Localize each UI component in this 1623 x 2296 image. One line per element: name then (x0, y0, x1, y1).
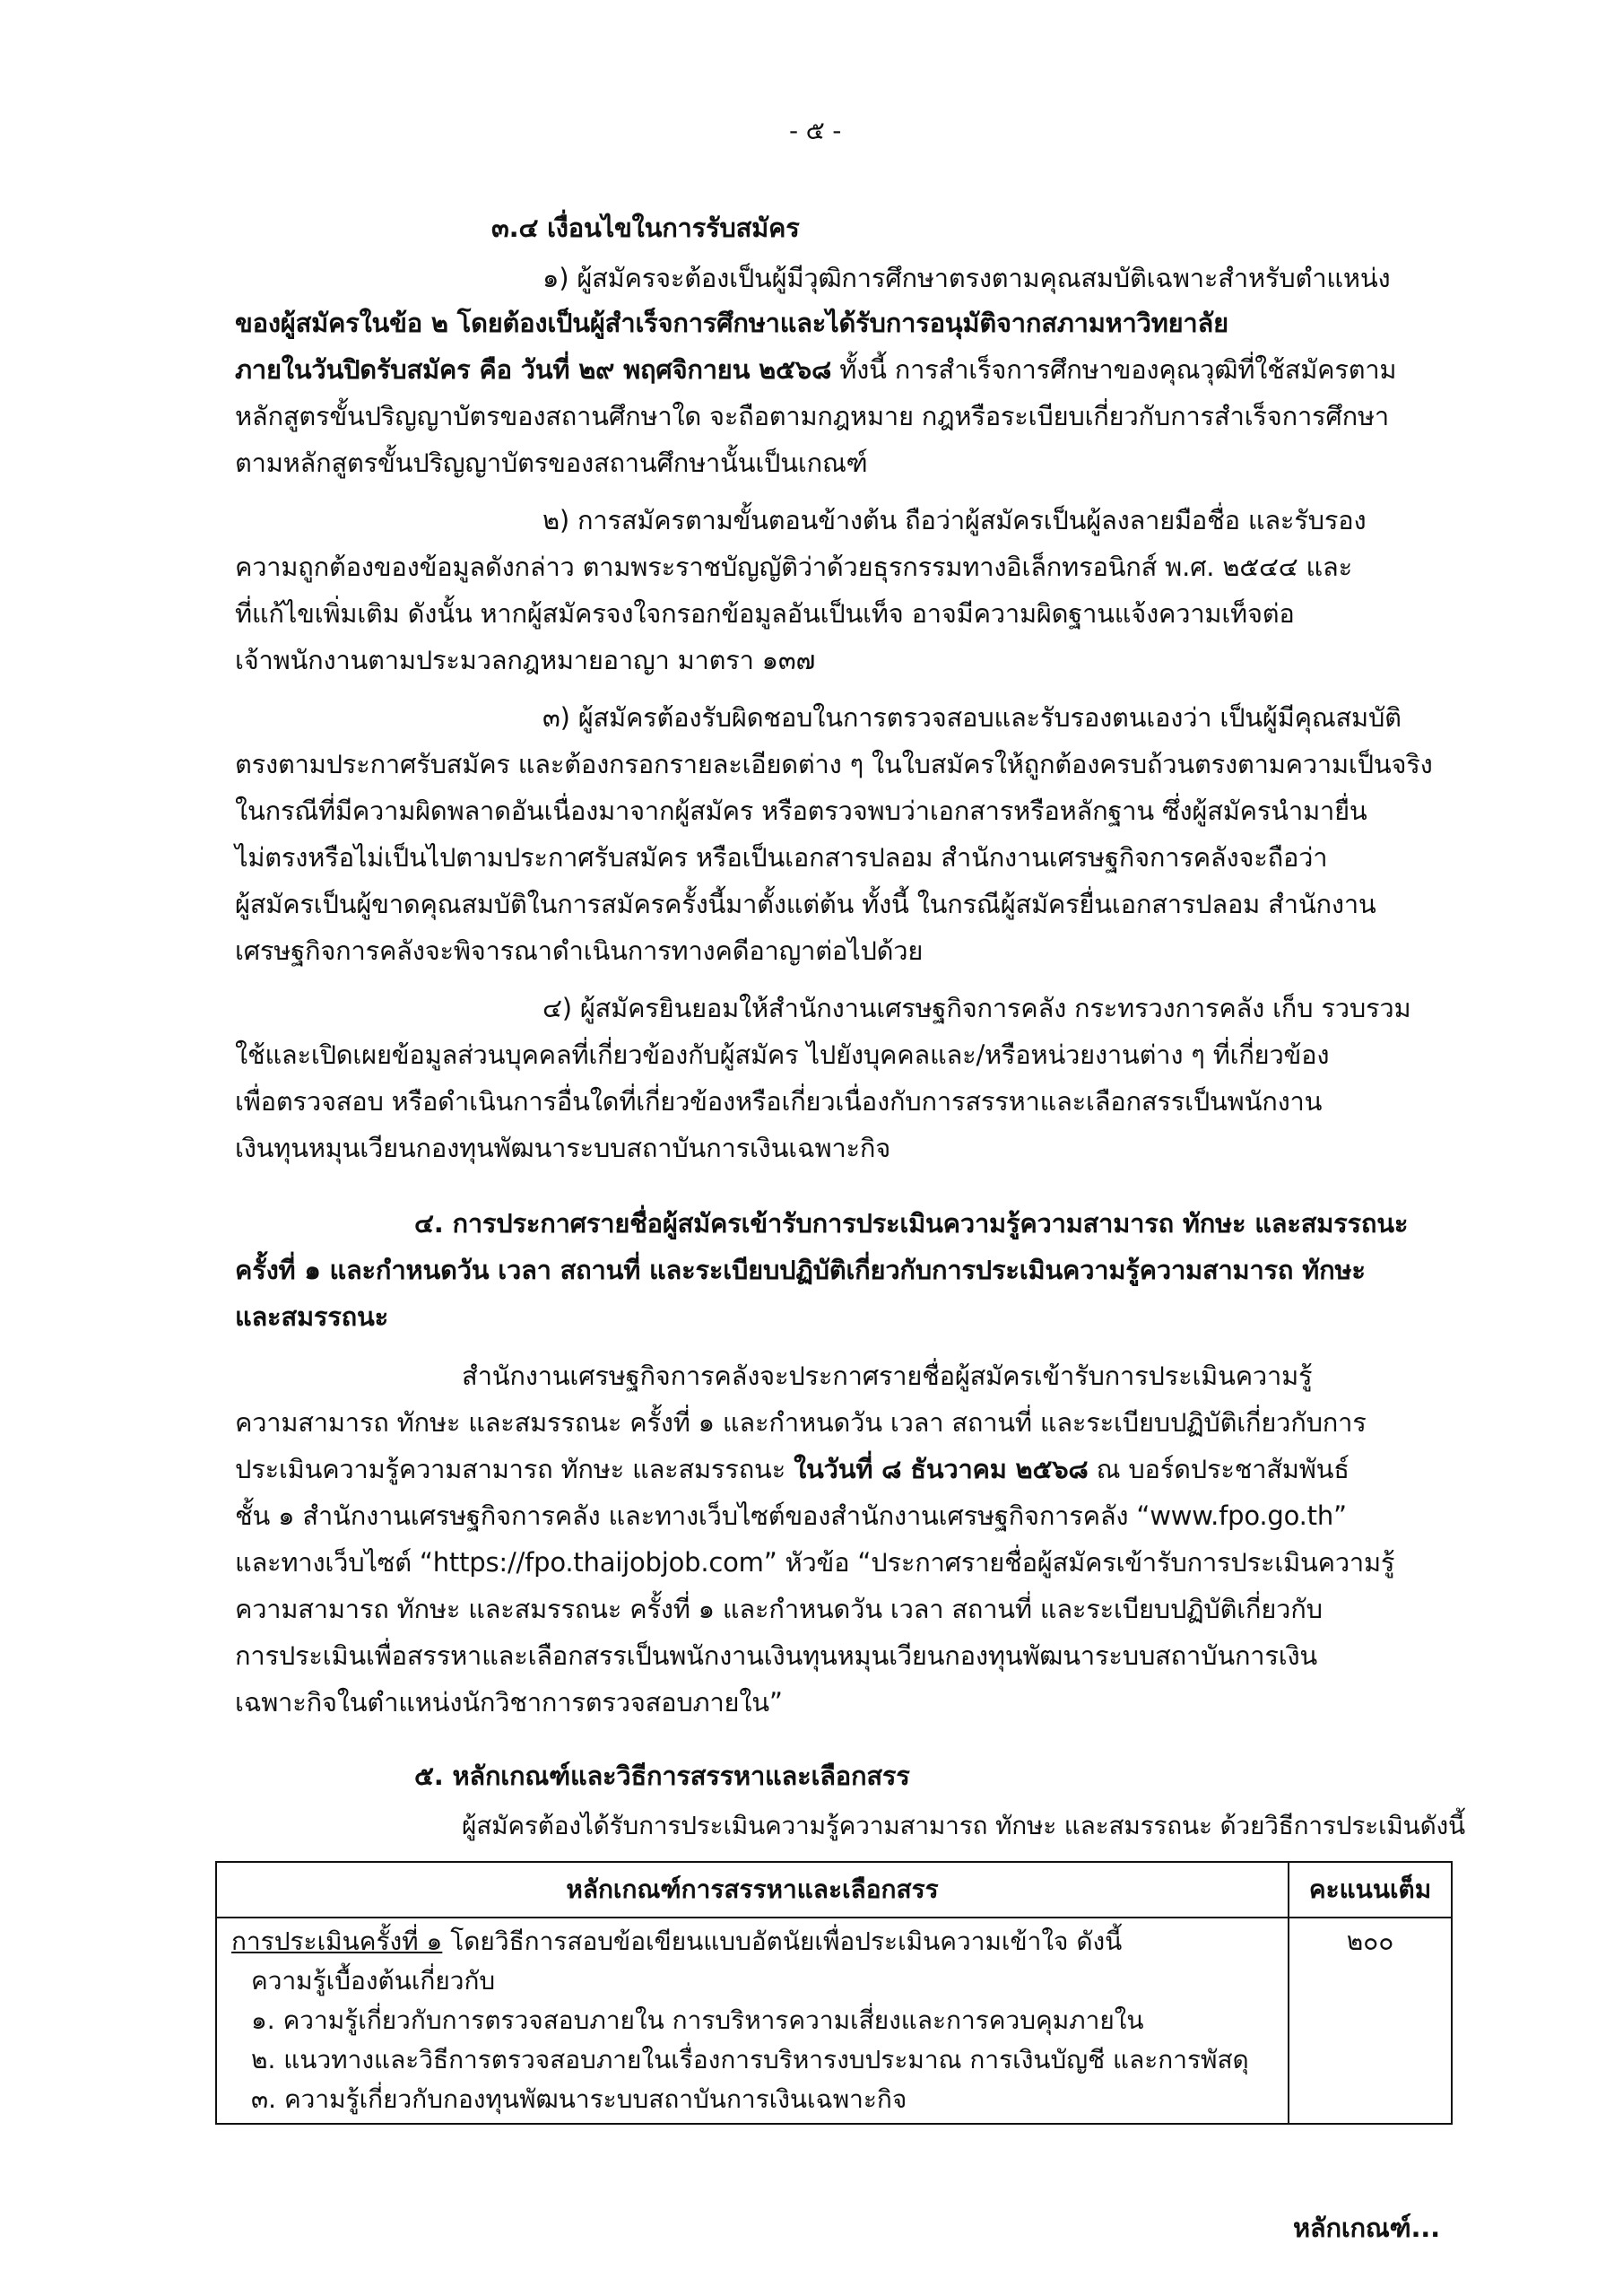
list-item: ๒. แนวทางและวิธีการตรวจสอบภายในเรื่องการบริหารงบประมาณ การเงินบัญชี และการพัสดุ (251, 2045, 1249, 2074)
section-4-heading: และสมรรถนะ (235, 1301, 388, 1332)
table-row (216, 1918, 1452, 2124)
table-header-criteria: หลักเกณฑ์การสรรหาและเลือกสรร (216, 1862, 1289, 1918)
section-5-intro: ผู้สมัครต้องได้รับการประเมินความรู้ความสามารถ ทักษะ และสมรรถนะ ด้วยวิธีการประเมินดังนี้ (462, 1811, 1465, 1840)
section-5-heading: ๕. หลักเกณฑ์และวิธีการสรรหาและเลือกสรร (414, 1761, 910, 1791)
paragraph-line: หลักสูตรขั้นปริญญาบัตรของสถานศึกษาใด จะถือตามกฎหมาย กฎหรือระเบียบเกี่ยวกับการสำเร็จการศึกษา (235, 401, 1389, 431)
paragraph-line: ไม่ตรงหรือไม่เป็นไปตามประกาศรับสมัคร หรือเป็นเอกสารปลอม สำนักงานเศรษฐกิจการคลังจะถือว่า (235, 842, 1328, 873)
paragraph-line: เฉพาะกิจในตำแหน่งนักวิชาการตรวจสอบภายใน” (235, 1687, 783, 1718)
paragraph-line: ๓) ผู้สมัครต้องรับผิดชอบในการตรวจสอบและรับรองตนเองว่า เป็นผู้มีคุณสมบัติ (542, 702, 1402, 733)
paragraph-line: เศรษฐกิจการคลังจะพิจารณาดำเนินการทางคดีอาญาต่อไปด้วย (235, 935, 924, 966)
paragraph-line: เพื่อตรวจสอบ หรือดำเนินการอื่นใดที่เกี่ยวข้องหรือเกี่ยวเนื่องกับการสรรหาและเลือกสรรเป็นพนักงาน (235, 1086, 1323, 1117)
paragraph-text: ทั้งนี้ การสำเร็จการศึกษาของคุณวุฒิที่ใช้สมัครตาม (831, 354, 1397, 385)
paragraph-line (235, 1451, 1350, 1487)
list-item: ๑. ความรู้เกี่ยวกับการตรวจสอบภายใน การบริหารความเสี่ยงและการควบคุมภายใน (251, 2005, 1144, 2035)
round-label: การประเมินครั้งที่ ๑ (231, 1926, 443, 1956)
table-header-row (216, 1862, 1452, 1918)
list-item: ๓. ความรู้เกี่ยวกับกองทุนพัฒนาระบบสถาบันการเงินเฉพาะกิจ (251, 2084, 907, 2114)
paragraph-line: การประเมินเพื่อสรรหาและเลือกสรรเป็นพนักงานเงินทุนหมุนเวียนกองทุนพัฒนาระบบสถาบันการเงิน (235, 1640, 1318, 1671)
criteria-table (215, 1861, 1453, 2125)
paragraph-text: ประเมินความรู้ความสามารถ ทักษะ และสมรรถนะ (235, 1454, 794, 1484)
paragraph-line: สำนักงานเศรษฐกิจการคลังจะประกาศรายชื่อผู้สมัครเข้ารับการประเมินความรู้ (462, 1361, 1313, 1391)
paragraph-line: ๑) ผู้สมัครจะต้องเป็นผู้มีวุฒิการศึกษาตรงตามคุณสมบัติเฉพาะสำหรับตำแหน่ง (542, 263, 1391, 293)
paragraph-line: ชั้น ๑ สำนักงานเศรษฐกิจการคลัง และทางเว็บไซต์ของสำนักงานเศรษฐกิจการคลัง “www.fpo.go.th” (235, 1500, 1347, 1531)
paragraph-line: ๒) การสมัครตามขั้นตอนข้างต้น ถือว่าผู้สมัครเป็นผู้ลงลายมือชื่อ และรับรอง (542, 505, 1367, 535)
paragraph-line: ผู้สมัครเป็นผู้ขาดคุณสมบัติในการสมัครครั้งนี้มาตั้งแต่ต้น ทั้งนี้ ในกรณีผู้สมัครยื่นเอกสารปลอม สำนักงาน (235, 889, 1376, 919)
paragraph-line: ตรงตามประกาศรับสมัคร และต้องกรอกรายละเอียดต่าง ๆ ในใบสมัครให้ถูกต้องครบถ้วนตรงตามความเป็นจริง (235, 749, 1433, 779)
paragraph-text: ณ บอร์ดประชาสัมพันธ์ (1088, 1454, 1350, 1484)
paragraph-line: ความสามารถ ทักษะ และสมรรถนะ ครั้งที่ ๑ และกำหนดวัน เวลา สถานที่ และระเบียบปฏิบัติเกี่ยวกับ (235, 1594, 1323, 1624)
paragraph-line: ใช้และเปิดเผยข้อมูลส่วนบุคคลที่เกี่ยวข้องกับผู้สมัคร ไปยังบุคคลและ/หรือหน่วยงานต่าง ๆ ที่เกี่ยวข้อง (235, 1039, 1330, 1070)
paragraph-line: ตามหลักสูตรขั้นปริญญาบัตรของสถานศึกษานั้นเป็นเกณฑ์ (235, 448, 868, 478)
footer-continuation: หลักเกณฑ์... (1293, 2213, 1440, 2243)
paragraph-line: ความถูกต้องของข้อมูลดังกล่าว ตามพระราชบัญญัติว่าด้วยธุรกรรมทางอิเล็กทรอนิกส์ พ.ศ. ๒๕๔๔ และ (235, 552, 1352, 582)
criteria-cell (216, 1918, 1289, 2124)
round-line (231, 1922, 1273, 1961)
page-number: - ๕ - (789, 116, 842, 145)
announce-date: ในวันที่ ๘ ธันวาคม ๒๕๖๘ (794, 1454, 1089, 1484)
paragraph-line: เจ้าพนักงานตามประมวลกฎหมายอาญา มาตรา ๑๓๗ (235, 645, 816, 675)
deadline-text: ภายในวันปิดรับสมัคร คือ วันที่ ๒๙ พฤศจิกายน ๒๕๖๘ (235, 354, 832, 385)
round-desc: โดยวิธีการสอบข้อเขียนแบบอัตนัยเพื่อประเมินความเข้าใจ ดังนี้ (442, 1926, 1123, 1956)
paragraph-line: ของผู้สมัครในข้อ ๒ โดยต้องเป็นผู้สำเร็จการศึกษาและได้รับการอนุมัติจากสภามหาวิทยาลัย (235, 308, 1228, 338)
paragraph-line: และทางเว็บไซต์ “https://fpo.thaijobjob.com” หัวข้อ “ประกาศรายชื่อผู้สมัครเข้ารับการประเมินความรู้ (235, 1547, 1395, 1578)
paragraph-line: ความสามารถ ทักษะ และสมรรถนะ ครั้งที่ ๑ และกำหนดวัน เวลา สถานที่ และระเบียบปฏิบัติเกี่ยวกับการ (235, 1407, 1367, 1438)
paragraph-line: ๔) ผู้สมัครยินยอมให้สำนักงานเศรษฐกิจการคลัง กระทรวงการคลัง เก็บ รวบรวม (542, 993, 1411, 1023)
paragraph-line: เงินทุนหมุนเวียนกองทุนพัฒนาระบบสถาบันการเงินเฉพาะกิจ (235, 1133, 891, 1163)
score-cell: ๒๐๐ (1289, 1918, 1452, 2124)
paragraph-line: ที่แก้ไขเพิ่มเติม ดังนั้น หากผู้สมัครจงใจกรอกข้อมูลอันเป็นเท็จ อาจมีความผิดฐานแจ้งความเท็จต่อ (235, 598, 1295, 629)
paragraph-line (235, 352, 1396, 387)
basic-label: ความรู้เบื้องต้นเกี่ยวกับ (251, 1966, 496, 1996)
paragraph-line: ในกรณีที่มีความผิดพลาดอันเนื่องมาจากผู้สมัคร หรือตรวจพบว่าเอกสารหรือหลักฐาน ซึ่งผู้สมัครนำมายื่น (235, 796, 1367, 826)
section-3-4-heading: ๓.๔ เงื่อนไขในการรับสมัคร (491, 213, 800, 243)
section-4-heading: ๔. การประกาศรายชื่อผู้สมัครเข้ารับการประเมินความรู้ความสามารถ ทักษะ และสมรรถนะ (414, 1208, 1409, 1239)
section-4-heading: ครั้งที่ ๑ และกำหนดวัน เวลา สถานที่ และระเบียบปฏิบัติเกี่ยวกับการประเมินความรู้ความสามารถ ทักษะ (235, 1255, 1366, 1285)
table-header-score: คะแนนเต็ม (1289, 1862, 1452, 1918)
